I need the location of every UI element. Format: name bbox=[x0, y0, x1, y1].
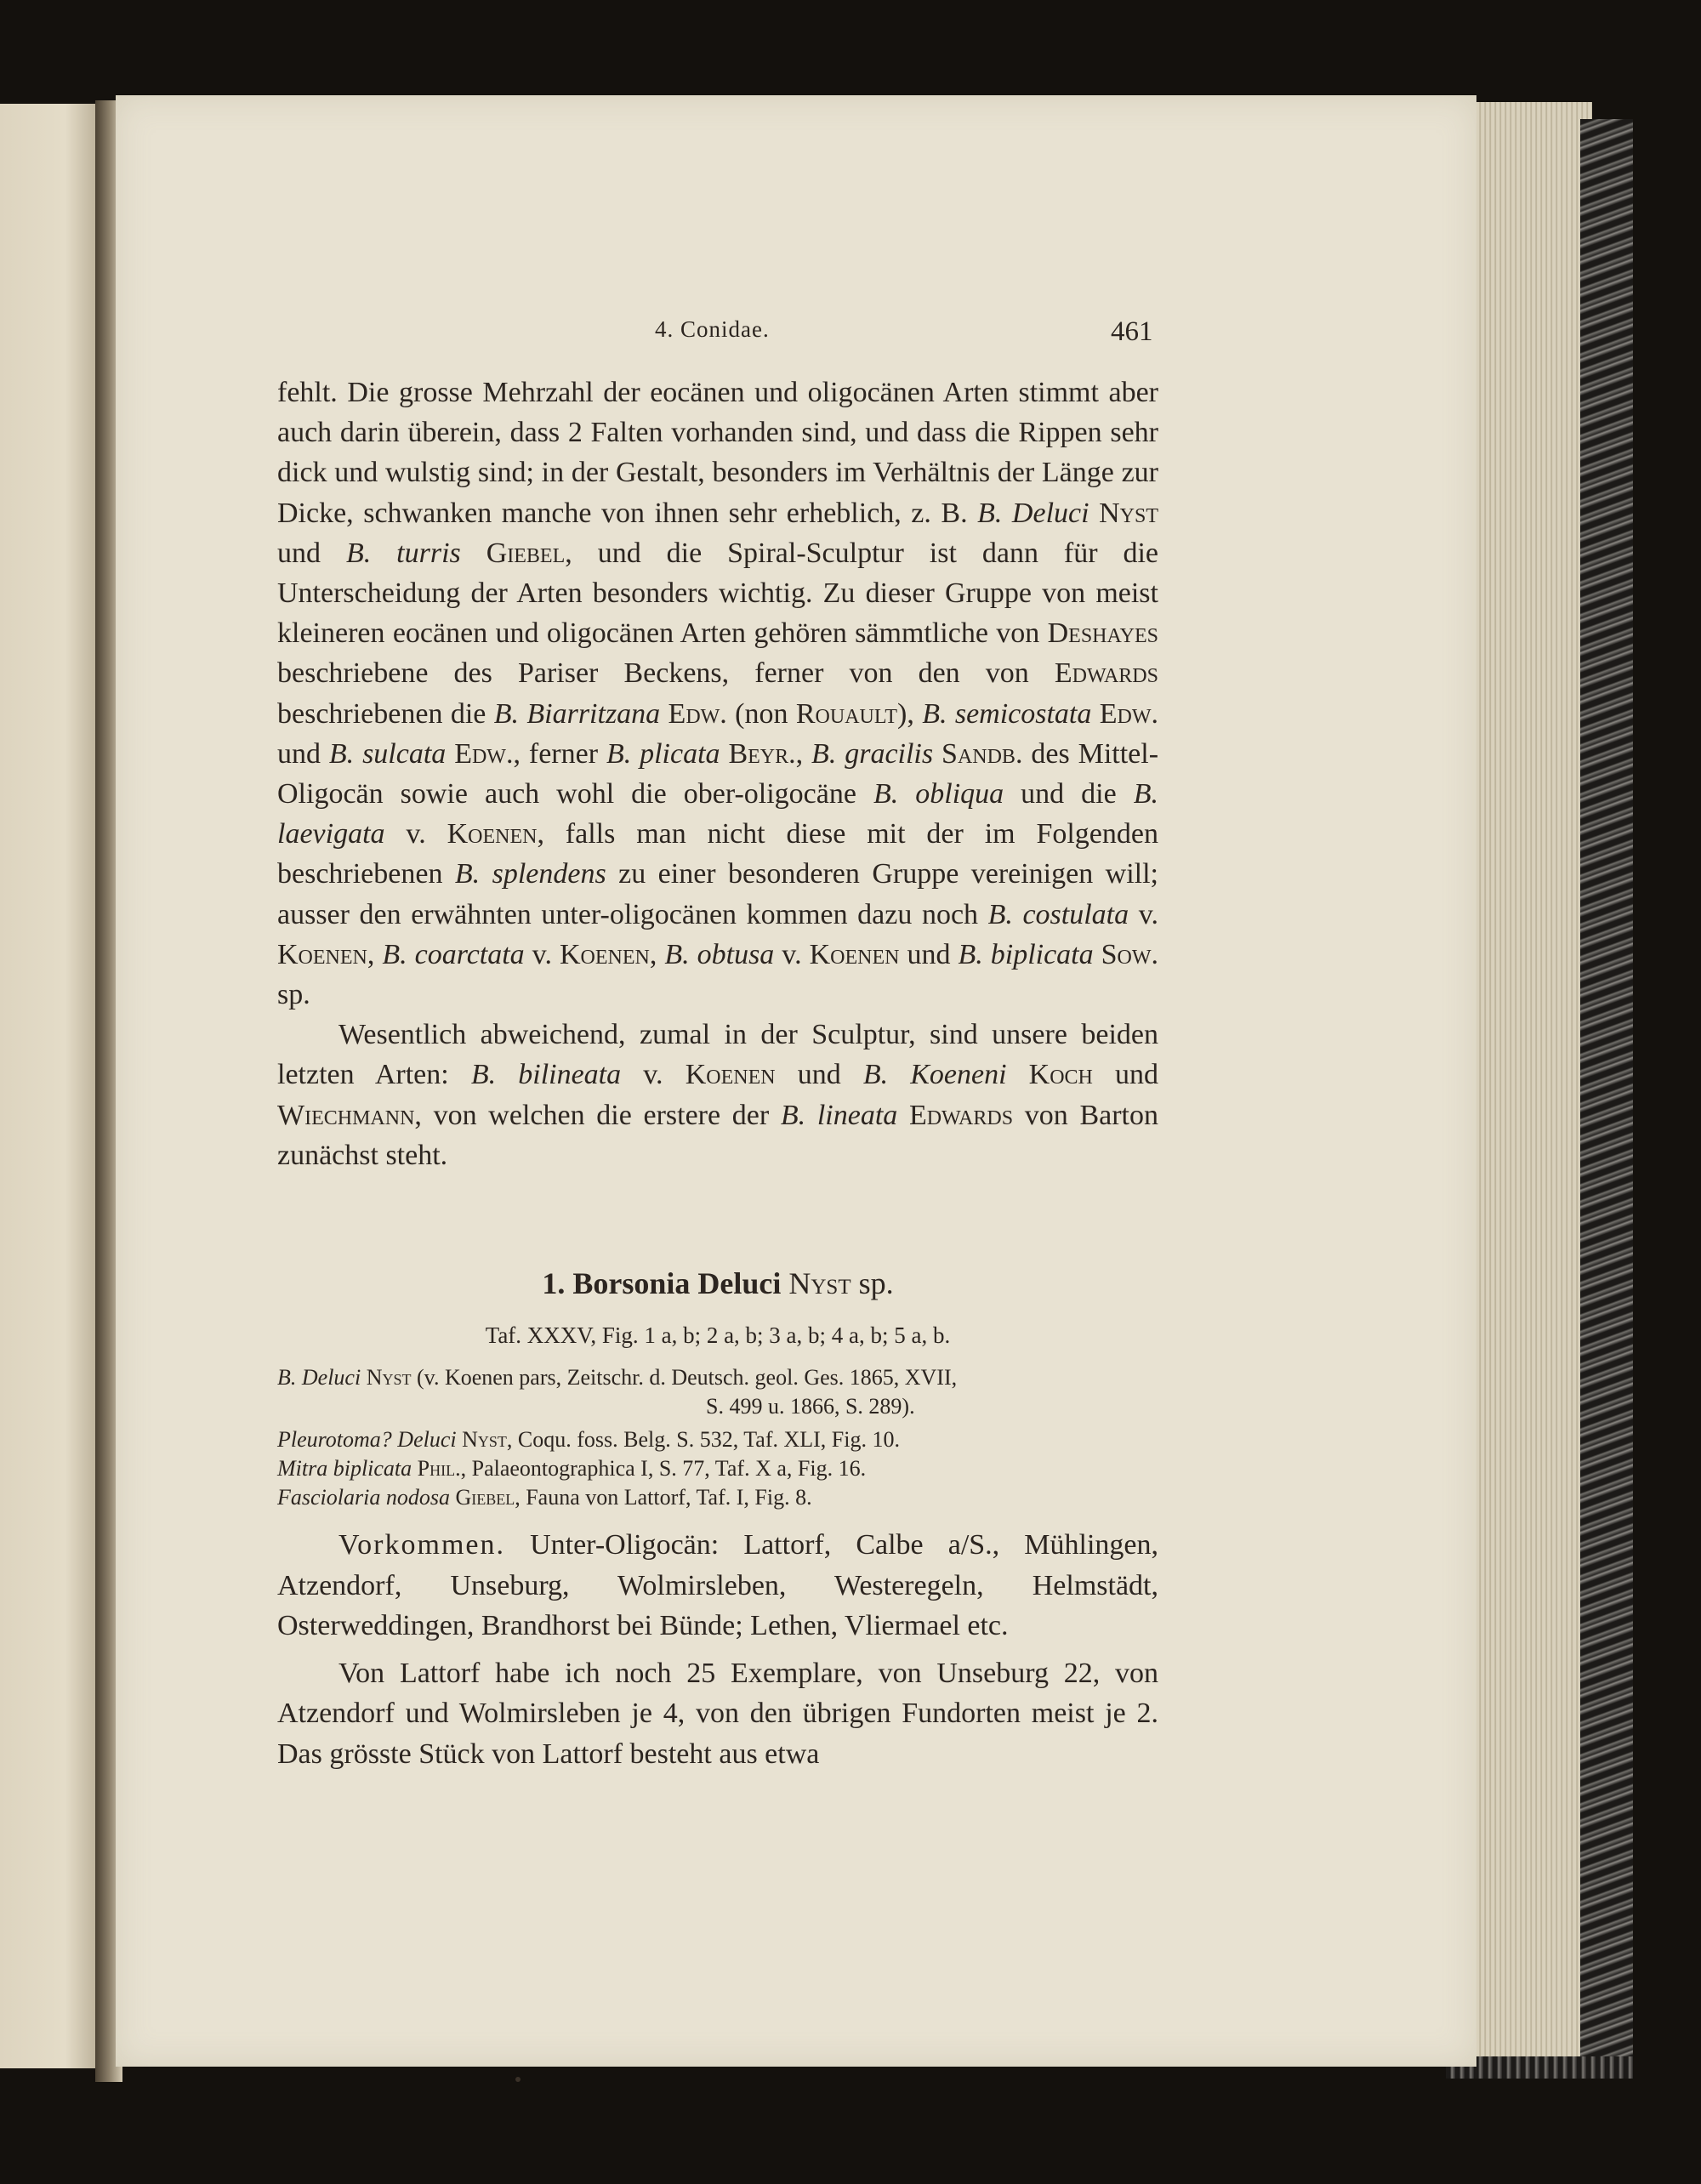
synonym-entry: Mitra biplicata Phil., Palaeontographica I, S. 77, Taf. X a, Fig. 16. bbox=[277, 1456, 867, 1481]
specimen-paragraph: Von Lattorf habe ich noch 25 Exemplare, von Unseburg 22, von Atzendorf und Wolmirsleben je 4, von den übrigen Fundorten meist je 2. Das grösste Stück von Lattorf besteht aus etwa bbox=[277, 1657, 1158, 1770]
occurrence-label: Vorkommen. bbox=[338, 1529, 505, 1561]
occurrence-section bbox=[277, 1525, 1158, 1774]
left-page-edge bbox=[0, 104, 109, 2068]
running-title: 4. Conidae. bbox=[655, 316, 770, 342]
occurrence-paragraph: Vorkommen. Unter-Oligocän: Lattorf, Calbe a/S., Mühlingen, Atzendorf, Unseburg, Wolmirsleben, Westeregeln, Helmstädt, Osterweddingen, Brandhorst bei Bünde; Lethen, Vliermael etc. bbox=[277, 1529, 1158, 1641]
synonym-entry: Fasciolaria nodosa Giebel, Fauna von Lattorf, Taf. I, Fig. 8. bbox=[277, 1485, 812, 1510]
page-number: 461 bbox=[1111, 316, 1153, 347]
synonym-entry: B. Deluci Nyst (v. Koenen pars, Zeitschr. d. Deutsch. geol. Ges. 1865, XVII, bbox=[277, 1365, 958, 1390]
page-fore-edge bbox=[1456, 102, 1592, 2062]
paragraph-2: Wesentlich abweichend, zumal in der Sculptur, sind unsere beiden letzten Arten: B. bilineata v. Koenen und B. Koeneni Koch und Wiechmann, von welchen die erstere der B. lineata Edwards von Barton zunächst steht. bbox=[277, 1019, 1158, 1171]
book-cover-edge bbox=[1580, 119, 1633, 2075]
page-speck bbox=[515, 2077, 521, 2082]
synonym-entry: Pleurotoma? Deluci Nyst, Coqu. foss. Belg. S. 532, Taf. XLI, Fig. 10. bbox=[277, 1427, 900, 1452]
plate-reference: Taf. XXXV, Fig. 1 a, b; 2 a, b; 3 a, b; 4 a, b; 5 a, b. bbox=[485, 1322, 951, 1348]
species-heading: 1. Borsonia Deluci Nyst sp. bbox=[542, 1266, 894, 1300]
paragraph-1: fehlt. Die grosse Mehrzahl der eocänen und oligocänen Arten stimmt aber auch darin überein, dass 2 Falten vorhanden sind, und dass die Rippen sehr dick und wulstig sind; in der Gestalt, besonders im Verhältnis der Länge zur Dicke, schwanken manche von ihnen sehr erheblich, z. B. B. Deluci Nyst und B. turris Giebel, und die Spiral-Sculptur ist dann für die Unterscheidung der Arten besonders wichtig. Zu dieser Gruppe von meist kleineren eocänen und oligocänen Arten gehören sämmtliche von Deshayes beschriebene des Pariser Beckens, ferner von den von Edwards beschriebenen die B. Biarritzana Edw. (non Rouault), B. semicostata Edw. und B. sulcata Edw., ferner B. plicata Beyr., B. gracilis Sandb. des Mittel-Oligocän sowie auch wohl die ober-oligocäne B. obliqua und die B. laevigata v. Koenen, falls man nicht diese mit der im Folgenden beschriebenen B. splendens zu einer besonderen Gruppe vereinigen will; ausser den erwähnten unter-oligocänen kommen dazu noch B. costulata v. Koenen, B. coarctata v. Koenen, B. obtusa v. Koenen und B. biplicata Sow. sp. bbox=[277, 377, 1159, 1011]
body-text bbox=[277, 373, 1158, 1175]
synonym-entry-continuation: S. 499 u. 1866, S. 289). bbox=[706, 1394, 915, 1419]
